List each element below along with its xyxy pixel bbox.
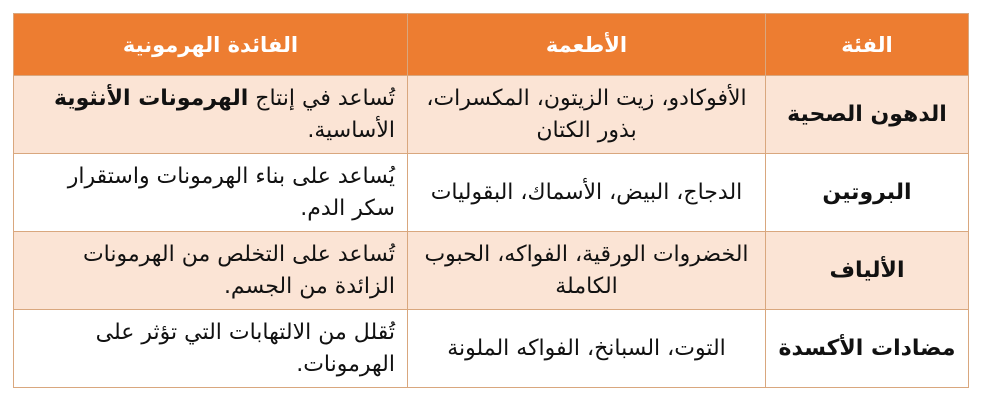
table-row — [14, 232, 969, 310]
category-cell: البروتين — [766, 154, 969, 232]
table-row — [14, 76, 969, 154]
table-body — [14, 76, 969, 388]
header-row — [14, 14, 969, 76]
foods-cell: الأفوكادو، زيت الزيتون، المكسرات، بذور الكتان — [408, 76, 766, 154]
foods-cell: الخضروات الورقية، الفواكه، الحبوب الكاملة — [408, 232, 766, 310]
benefit-text-end: الأساسية. — [307, 117, 395, 143]
category-cell: مضادات الأكسدة — [766, 310, 969, 388]
foods-cell: التوت، السبانخ، الفواكه الملونة — [408, 310, 766, 388]
header-category: الفئة — [766, 14, 969, 76]
table-row — [14, 310, 969, 388]
benefit-cell: يُساعد على بناء الهرمونات واستقرار سكر الدم. — [14, 154, 408, 232]
benefit-cell — [14, 76, 408, 154]
nutrition-hormone-table — [13, 13, 969, 388]
category-cell: الدهون الصحية — [766, 76, 969, 154]
benefit-cell: تُساعد على التخلص من الهرمونات الزائدة من الجسم. — [14, 232, 408, 310]
benefit-cell: تُقلل من الالتهابات التي تؤثر على الهرمونات. — [14, 310, 408, 388]
foods-cell: الدجاج، البيض، الأسماك، البقوليات — [408, 154, 766, 232]
benefit-bold-text: الهرمونات الأنثوية — [53, 85, 249, 111]
benefit-text: تُساعد في إنتاج — [248, 85, 395, 111]
table-row — [14, 154, 969, 232]
category-cell: الألياف — [766, 232, 969, 310]
header-foods: الأطعمة — [408, 14, 766, 76]
table-header — [14, 14, 969, 76]
header-benefit: الفائدة الهرمونية — [14, 14, 408, 76]
